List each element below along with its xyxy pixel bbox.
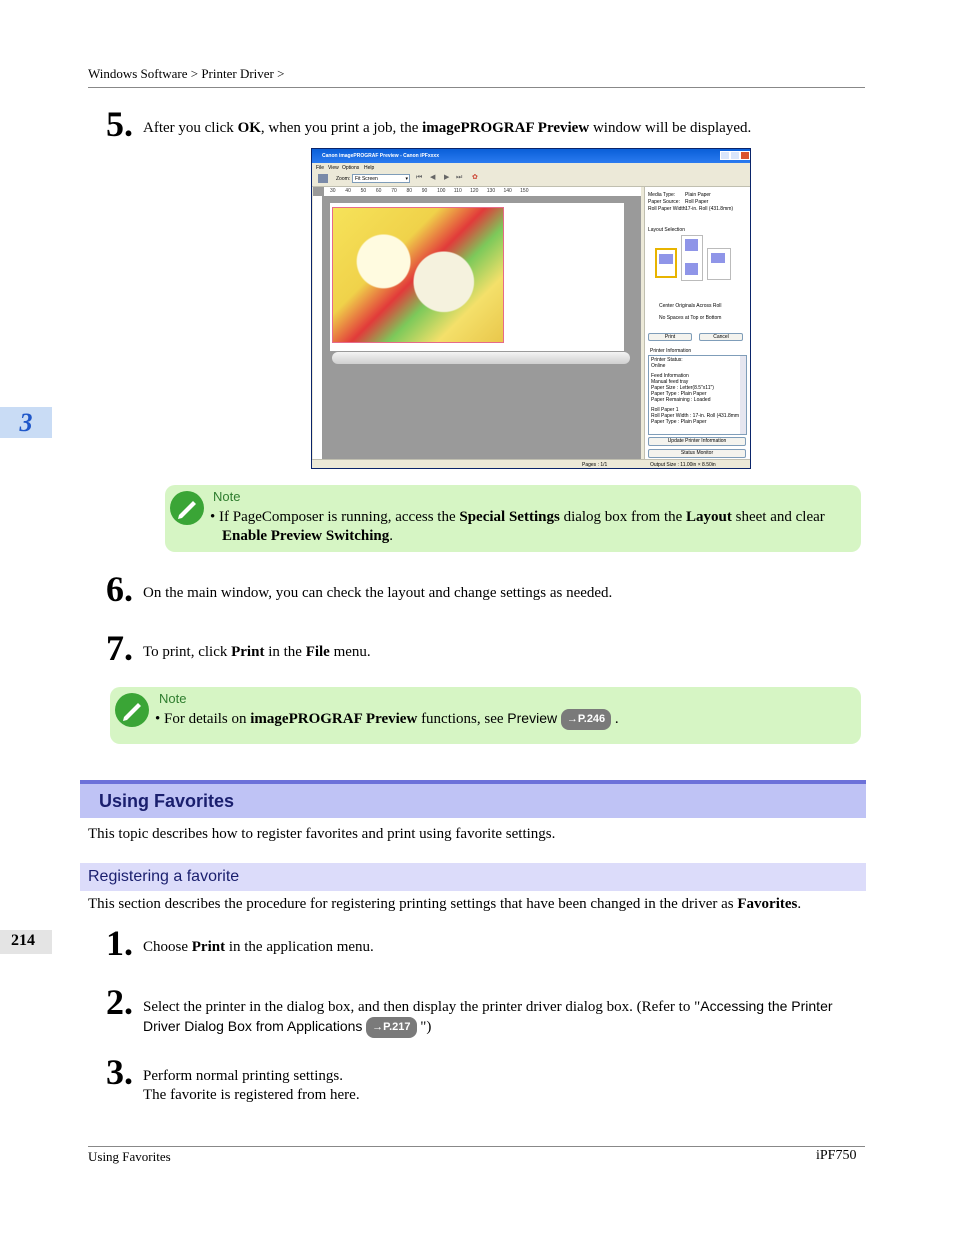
roll-paper-edge <box>332 352 630 364</box>
nav-next-icon[interactable]: ▶ <box>444 174 450 181</box>
ruler-tick: 80 <box>406 188 413 194</box>
ruler-tick: 150 <box>520 188 529 194</box>
note-bold: Enable Preview Switching <box>222 528 390 544</box>
header-rule <box>88 87 865 88</box>
footer-model: iPF750 <box>816 1148 857 1163</box>
preview-image <box>332 207 504 343</box>
note-bold: Layout <box>686 509 732 525</box>
horizontal-ruler <box>324 187 641 197</box>
step-5-text-part: , when you print a job, the <box>260 120 423 136</box>
page-ref-link[interactable]: →P.217 <box>366 1017 416 1038</box>
subsection-intro <box>88 895 801 914</box>
menu-help[interactable]: Help <box>364 165 375 171</box>
step-5-ok: OK <box>237 120 261 136</box>
status-monitor-button[interactable]: Status Monitor <box>648 449 746 458</box>
layout-thumb <box>685 239 698 251</box>
ruler-tick: 110 <box>453 188 462 194</box>
note-text-part: . <box>611 711 619 727</box>
pages-indicator: Pages : 1/1 <box>582 462 608 468</box>
zoom-label: Zoom: <box>336 176 351 182</box>
section-title: Using Favorites <box>99 791 235 811</box>
step-5-text-part: window will be displayed. <box>589 120 752 136</box>
intro-text-part: . <box>797 896 802 912</box>
preview-window-screenshot <box>311 148 751 469</box>
accessing-driver-link[interactable]: Driver Dialog Box from Applications <box>143 1018 363 1034</box>
step-5-app-name: imagePROGRAF Preview <box>422 120 590 136</box>
printer-info-line: Roll Paper Width : 17-in. Roll (431.8mm <box>651 413 740 419</box>
step-2-text <box>143 997 868 1038</box>
note-box-2 <box>110 687 861 744</box>
ruler-ticks <box>330 188 529 194</box>
note-text-part: dialog box from the <box>559 509 687 525</box>
note-label: Note <box>159 691 187 706</box>
maximize-icon[interactable] <box>730 151 740 160</box>
step-number-6: 6. <box>106 569 133 609</box>
info-paper-source: Paper Source: <box>648 199 680 205</box>
footer-rule <box>88 1146 865 1147</box>
menu-view[interactable]: View <box>328 165 339 171</box>
chapter-tab[interactable] <box>0 407 52 438</box>
printer-info-line: Printer Status: <box>651 357 683 363</box>
preview-link[interactable]: Preview <box>507 710 558 726</box>
window-status-bar <box>312 459 750 469</box>
pencil-icon <box>115 693 149 727</box>
breadcrumb: Windows Software > Printer Driver > <box>88 66 285 81</box>
nav-first-icon[interactable]: ⏮ <box>416 174 423 181</box>
note-text-part: sheet and clear <box>731 509 825 525</box>
printer-info-line: Feed Information <box>651 373 689 379</box>
note-text-part: . <box>389 528 393 544</box>
step-7-print: Print <box>231 644 265 660</box>
step-1-text <box>143 938 374 957</box>
step-2-text-part: ") <box>416 1019 432 1035</box>
ruler-tick: 50 <box>360 188 367 194</box>
window-toolbar <box>312 172 750 187</box>
intro-bold: Favorites <box>737 896 798 912</box>
printer-info-line: Manual feed tray <box>651 379 689 385</box>
step-1-text-part: in the application menu. <box>225 939 374 955</box>
info-paper-source-value: Roll Paper <box>685 199 709 205</box>
step-7-file: File <box>305 644 330 660</box>
note-bold: Special Settings <box>459 509 560 525</box>
note-icon <box>115 693 149 727</box>
step-7-text <box>143 643 371 662</box>
ruler-tick: 120 <box>470 188 479 194</box>
layout-tool-icon[interactable]: ✿ <box>472 174 478 181</box>
layout-thumb <box>711 253 725 263</box>
center-originals-label[interactable]: Center Originals Across Roll <box>659 303 722 309</box>
page-ref-link[interactable]: →P.246 <box>561 709 611 730</box>
scrollbar[interactable] <box>740 356 746 434</box>
bullet: • <box>155 711 161 727</box>
nav-last-icon[interactable]: ⏭ <box>456 174 463 181</box>
step-7-text-part: in the <box>264 644 306 660</box>
note-icon <box>170 491 204 525</box>
printer-info-text <box>651 357 739 425</box>
note-2-text <box>155 709 855 730</box>
nav-prev-icon[interactable]: ◀ <box>430 174 436 181</box>
ruler-tick: 70 <box>391 188 397 194</box>
cancel-button[interactable]: Cancel <box>699 333 743 341</box>
layout-option-2[interactable] <box>681 235 703 281</box>
printer-info-list[interactable] <box>648 355 747 435</box>
vertical-ruler <box>313 196 323 459</box>
step-number-3: 3. <box>106 1052 133 1092</box>
step-5-text <box>143 119 751 138</box>
note-text-part: For details on <box>164 711 251 727</box>
menu-options[interactable]: Options <box>342 165 360 171</box>
page-number: 214 <box>11 932 35 949</box>
note-text-part: If PageComposer is running, access the <box>219 509 460 525</box>
print-button[interactable]: Print <box>648 333 692 341</box>
step-1-print: Print <box>191 939 226 955</box>
page-number-tab <box>0 930 52 954</box>
footer-section: Using Favorites <box>88 1149 171 1164</box>
printer-info-line: Paper Remaining : Loaded <box>651 397 711 403</box>
step-1-text-part: Choose <box>143 939 192 955</box>
info-label: Media Type: <box>648 192 676 198</box>
step-number-1: 1. <box>106 923 133 963</box>
zoom-select[interactable] <box>352 174 410 183</box>
ruler-tick: 60 <box>375 188 382 194</box>
section-intro: This topic describes how to register favorites and print using favorite settings. <box>88 826 556 842</box>
note-1-text <box>210 508 850 546</box>
ruler-tick: 90 <box>421 188 428 194</box>
window-title: Canon imagePROGRAF Preview - Canon iPFxxxx <box>322 153 439 159</box>
step-number-5: 5. <box>106 104 133 144</box>
step-3-line: Perform normal printing settings. <box>143 1068 343 1084</box>
step-number-7: 7. <box>106 628 133 668</box>
layout-option-3[interactable] <box>707 248 731 280</box>
settings-panel <box>644 187 750 459</box>
note-text-part: functions, see <box>417 711 508 727</box>
menu-file[interactable]: File <box>316 165 325 171</box>
printer-icon[interactable] <box>318 174 328 183</box>
ruler-tick: 30 <box>330 188 336 194</box>
image-border <box>332 207 504 343</box>
step-number-2: 2. <box>106 982 133 1022</box>
printer-info-line: Online <box>651 363 666 369</box>
window-menu-bar <box>312 163 750 172</box>
pencil-icon <box>170 491 204 525</box>
note-bold: imagePROGRAF Preview <box>250 711 418 727</box>
ruler-tick: 140 <box>503 188 512 194</box>
ruler-tick: 40 <box>345 188 351 194</box>
subsection-title: Registering a favorite <box>88 868 240 885</box>
step-7-text-part: menu. <box>329 644 371 660</box>
chevron-down-icon: ▾ <box>405 176 408 182</box>
step-7-text-part: To print, click <box>143 644 232 660</box>
info-media-type <box>648 192 675 198</box>
layout-selection-label: Layout Selection <box>648 227 685 233</box>
accessing-driver-link[interactable]: Accessing the Printer <box>700 998 833 1014</box>
info-roll-width: Roll Paper Width: <box>648 206 687 212</box>
layout-thumb <box>685 263 698 275</box>
info-media-type-value: Plain Paper <box>685 192 711 198</box>
printer-info-line: Paper Type : Plain Paper <box>651 391 707 397</box>
printer-info-line: Roll Paper 1 <box>651 407 679 413</box>
printer-info-label: Printer Information <box>650 348 692 354</box>
printer-info-line: Paper Size : Letter(8.5"x11") <box>651 385 714 391</box>
close-icon[interactable] <box>740 151 750 160</box>
update-printer-info-button[interactable]: Update Printer Information <box>648 437 746 446</box>
chapter-number: 3 <box>19 408 33 437</box>
note-box-1 <box>165 485 861 552</box>
step-3-line: The favorite is registered from here. <box>143 1087 360 1103</box>
step-5-text-part: After you click <box>143 120 238 136</box>
ruler-tick: 130 <box>486 188 496 194</box>
layout-option-1[interactable] <box>655 248 677 278</box>
step-2-text-part: Select the printer in the dialog box, and then display the printer driver dialog box. (Refer to " <box>143 999 701 1015</box>
step-3-text <box>143 1067 360 1105</box>
layout-thumb <box>659 254 673 264</box>
section-heading-bar <box>80 780 866 818</box>
step-6-text: On the main window, you can check the layout and change settings as needed. <box>143 585 613 601</box>
intro-text-part: This section describes the procedure for registering printing settings that have been changed in the driver as <box>88 896 738 912</box>
bullet: • <box>210 509 216 525</box>
subsection-heading-bar <box>80 863 866 891</box>
note-label: Note <box>213 489 241 504</box>
no-spaces-label[interactable]: No Spaces at Top or Bottom <box>659 315 722 321</box>
window-title-bar <box>312 149 750 163</box>
printer-info-line: Paper Type : Plain Paper <box>651 419 707 425</box>
ruler-tick: 100 <box>437 188 446 194</box>
minimize-icon[interactable] <box>720 151 730 160</box>
info-roll-width-value: 17-in. Roll (431.8mm) <box>685 206 734 212</box>
output-size: Output Size : 11.00in × 8.50in <box>650 462 716 468</box>
zoom-value: Fit Screen <box>355 176 378 182</box>
